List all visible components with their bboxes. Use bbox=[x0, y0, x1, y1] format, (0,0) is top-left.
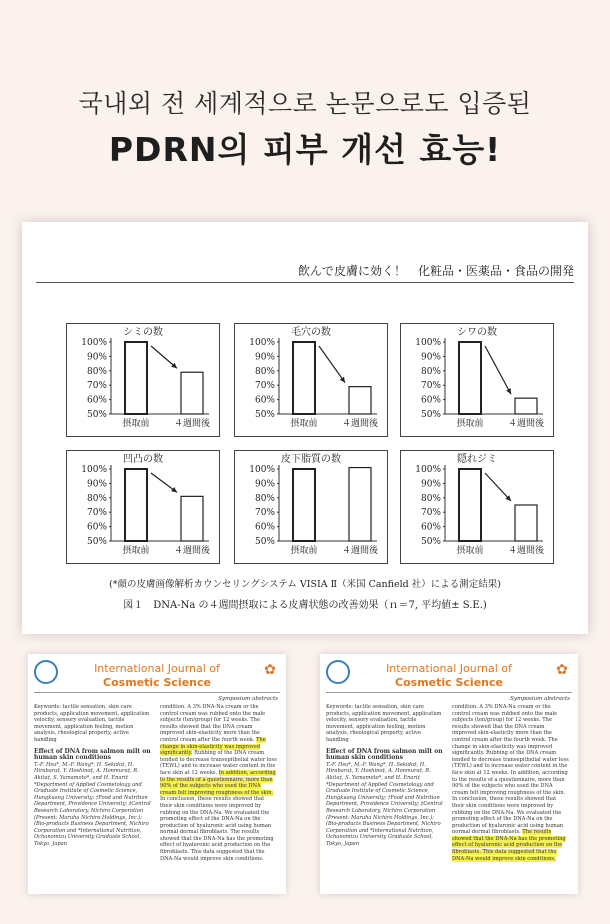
y-tick-label: 80% bbox=[254, 366, 275, 377]
paper-right-column bbox=[452, 704, 570, 862]
journal-title-line2: Cosmetic Science bbox=[103, 676, 211, 689]
divider bbox=[326, 692, 572, 693]
paper-right-column bbox=[160, 704, 278, 862]
y-tick-label: 90% bbox=[420, 352, 441, 363]
x-tick-label: 摂取前 bbox=[456, 419, 484, 429]
y-tick-label: 100% bbox=[81, 465, 107, 475]
y-tick-label: 80% bbox=[254, 493, 275, 504]
x-tick-label: 摂取前 bbox=[122, 546, 150, 556]
journal-emblem-icon: ✿ bbox=[556, 662, 568, 678]
body-text: In conclusion, these results showed that their skin conditions were improved by rubbing on the DNA-Na. We evaluated the promoting effect of the DNA-Na on the production of hyaluronic acid using human normal dermal fibroblasts. bbox=[160, 796, 272, 836]
x-tick-label: 摂取前 bbox=[122, 419, 150, 429]
journal-title-line1: International Journal of bbox=[386, 662, 512, 675]
y-tick-label: 70% bbox=[86, 508, 107, 519]
chart-title: 隠れジミ bbox=[457, 454, 497, 465]
body-text: condition. A 3% DNA-Na cream or the control cream was rubbed onto the male subjects (ten/group) for 12 weeks. The results showed that the DNA cream improved skin-elasticity more than the control cream after the fourth week. bbox=[452, 704, 558, 743]
x-tick-label: 摂取前 bbox=[290, 546, 318, 556]
body-text: Rubbing of the DNA cream tended to decrease transepithelial water loss (TEWL) and to increase water content in the face skin at 12 weeks. bbox=[160, 750, 277, 776]
arrow-head-icon bbox=[171, 487, 177, 492]
bar-chart bbox=[67, 451, 219, 563]
body-text: condition. A 3% DNA-Na cream or the control cream was rubbed onto the male subjects (ten/group) for 12 weeks. The results showed that the DNA cream improved skin-elasticity more than the control cream after the fourth week. bbox=[160, 704, 266, 743]
y-tick-label: 60% bbox=[254, 395, 275, 406]
paper-left-column bbox=[34, 704, 152, 847]
symposium-label: Symposium abstracts bbox=[218, 696, 278, 702]
chart-title: 凹凸の数 bbox=[123, 454, 163, 465]
article-title: Effect of DNA from salmon milt on human skin conditions bbox=[326, 747, 443, 762]
affiliations: *Department of Applied Cosmetology and Graduate Institute of Cosmetic Science, Hungkuang University; †Food and Nutrition Department, Providence University; ‡Central Research Laboratory, Nichiro Corporation (Present: Maruha Nichiro Holdings, Inc.); (Bio-products Business Department, Nichiro Corporation and *International Nutrition, Ochanomizu University Graduate School, Tokyo, Japan bbox=[326, 781, 443, 847]
bar-chart bbox=[235, 451, 387, 563]
bar bbox=[515, 398, 537, 414]
chart-panel bbox=[400, 450, 554, 564]
bar bbox=[459, 342, 481, 414]
y-tick-label: 70% bbox=[254, 381, 275, 392]
highlighted-text: The results showed that the DNA-Na has the promoting effect of hyaluronic acid production on the fibroblasts. This data suggested that the DNA-Na would improve skin conditions. bbox=[452, 829, 566, 862]
x-tick-label: ４週間後 bbox=[173, 419, 211, 429]
y-tick-label: 90% bbox=[86, 479, 107, 490]
x-tick-label: 摂取前 bbox=[290, 419, 318, 429]
arrow-head-icon bbox=[340, 377, 345, 383]
y-tick-label: 60% bbox=[86, 395, 107, 406]
chart-title: 毛穴の数 bbox=[291, 327, 331, 338]
journal-title-line1: International Journal of bbox=[94, 662, 220, 675]
x-tick-label: ４週間後 bbox=[173, 546, 211, 556]
highlighted-text: The change in skin-elasticity was improved significantly. bbox=[160, 736, 266, 757]
bar bbox=[515, 505, 537, 541]
y-tick-label: 50% bbox=[420, 410, 441, 420]
y-tick-label: 50% bbox=[254, 410, 275, 420]
bar bbox=[349, 387, 371, 414]
y-tick-label: 90% bbox=[420, 479, 441, 490]
y-tick-label: 50% bbox=[86, 410, 107, 420]
bar-chart bbox=[401, 324, 553, 436]
chart-panel bbox=[66, 323, 220, 437]
y-tick-label: 90% bbox=[86, 352, 107, 363]
divider bbox=[34, 692, 280, 693]
y-tick-label: 80% bbox=[86, 366, 107, 377]
paper-excerpt-left bbox=[28, 654, 286, 894]
y-tick-label: 60% bbox=[86, 522, 107, 533]
keywords: Keywords: tactile sensation, skin care products, application movement, application velocity, sensory evaluation, tactile movement, application feeling, motion analysis, rheological property, active handling bbox=[34, 704, 150, 743]
highlighted-text: In addition, according to the results of a questionnaire, more than 90% of the subjects who used the DNA cream felt improving roughness of the skin. bbox=[160, 769, 276, 796]
y-tick-label: 70% bbox=[420, 508, 441, 519]
article-title: Effect of DNA from salmon milt on human skin conditions bbox=[34, 747, 151, 762]
trend-arrow bbox=[485, 473, 511, 501]
journal-title-line2: Cosmetic Science bbox=[395, 676, 503, 689]
keywords: Keywords: tactile sensation, skin care products, application movement, application velocity, sensory evaluation, tactile movement, application feeling, motion analysis, rheological property, active handling bbox=[326, 704, 442, 743]
chart-title: 皮下脂質の数 bbox=[281, 454, 341, 465]
body-text: In addition, according to the results of a questionnaire, more than 90% of the subjects who used the DNA cream felt improving roughness of the skin. bbox=[452, 769, 568, 796]
chart-panel bbox=[400, 323, 554, 437]
headline-top: 국내외 전 세계적으로 논문으로도 입증된 bbox=[78, 89, 532, 118]
divider bbox=[36, 282, 574, 283]
authors: T.-F. Hsu*, M.-F. Wang*, H. Sekido‡, H. Hirabara‡, Y. Hoshino‡, A. Honmura‡, R. Akita‡, S. Yamamoto*, and H. Enari‡ bbox=[34, 761, 139, 781]
figure-footnote: (*顔の皮膚画像解析カウンセリングシステム VISIA Ⅱ（米国 Canfield 社）による測定結果) bbox=[109, 579, 501, 590]
y-tick-label: 50% bbox=[420, 537, 441, 547]
paper-excerpt-right bbox=[320, 654, 578, 894]
journal-emblem-icon: ✿ bbox=[264, 662, 276, 678]
y-tick-label: 70% bbox=[254, 508, 275, 519]
y-tick-label: 80% bbox=[420, 366, 441, 377]
y-tick-label: 100% bbox=[415, 338, 441, 348]
bar bbox=[459, 469, 481, 541]
trend-arrow bbox=[319, 346, 345, 383]
figure-scan bbox=[22, 222, 588, 634]
trend-arrow bbox=[485, 346, 511, 394]
y-tick-label: 70% bbox=[420, 381, 441, 392]
symposium-label: Symposium abstracts bbox=[510, 696, 570, 702]
affiliations: *Department of Applied Cosmetology and Graduate Institute of Cosmetic Science, Hungkuang University; †Food and Nutrition Department, Providence University; ‡Central Research Laboratory, Nichiro Corporation (Present: Maruha Nichiro Holdings, Inc.); (Bio-products Business Department, Nichiro Corporation and *International Nutrition, Ochanomizu University Graduate School, Tokyo, Japan bbox=[34, 781, 151, 847]
bar-chart bbox=[235, 324, 387, 436]
bar bbox=[125, 469, 147, 541]
body-text: In conclusion, these results showed that their skin conditions were improved by rubbing on the DNA-Na. We evaluated the promoting effect of the DNA-Na on the production of hyaluronic acid using human normal dermal fibroblasts. bbox=[452, 796, 564, 836]
x-tick-label: ４週間後 bbox=[507, 546, 545, 556]
chart-title: シミの数 bbox=[123, 327, 163, 338]
y-tick-label: 60% bbox=[420, 522, 441, 533]
x-tick-label: ４週間後 bbox=[341, 419, 379, 429]
x-tick-label: ４週間後 bbox=[341, 546, 379, 556]
y-tick-label: 90% bbox=[254, 479, 275, 490]
bar bbox=[125, 342, 147, 414]
bar bbox=[181, 372, 203, 414]
bar-chart bbox=[401, 451, 553, 563]
bar bbox=[293, 342, 315, 414]
chart-panel bbox=[234, 323, 388, 437]
y-tick-label: 100% bbox=[249, 338, 275, 348]
y-tick-label: 80% bbox=[420, 493, 441, 504]
y-tick-label: 90% bbox=[254, 352, 275, 363]
running-title: 飲んで皮膚に効く！ 化粧品・医薬品・食品の開発 bbox=[297, 264, 574, 278]
y-tick-label: 100% bbox=[81, 338, 107, 348]
y-tick-label: 60% bbox=[254, 522, 275, 533]
y-tick-label: 100% bbox=[249, 465, 275, 475]
paper-left-column bbox=[326, 704, 444, 847]
chart-panel bbox=[234, 450, 388, 564]
y-tick-label: 80% bbox=[86, 493, 107, 504]
bar bbox=[349, 468, 371, 541]
chart-panel bbox=[66, 450, 220, 564]
body-text: Rubbing of the DNA cream tended to decrease transepithelial water loss (TEWL) and to increase water content in the face skin at 12 weeks. bbox=[452, 750, 569, 776]
y-tick-label: 50% bbox=[254, 537, 275, 547]
chart-title: シワの数 bbox=[457, 327, 497, 338]
bar-chart bbox=[67, 324, 219, 436]
body-text: The results showed that the DNA-Na has the promoting effect of hyaluronic acid production on the fibroblasts. This data suggested that the DNA-Na would improve skin conditions. bbox=[160, 829, 274, 862]
y-tick-label: 50% bbox=[86, 537, 107, 547]
x-tick-label: 摂取前 bbox=[456, 546, 484, 556]
headline-main: PDRN의 피부 개선 효능! bbox=[108, 130, 502, 169]
y-tick-label: 70% bbox=[86, 381, 107, 392]
bar bbox=[293, 469, 315, 541]
y-tick-label: 60% bbox=[420, 395, 441, 406]
y-tick-label: 100% bbox=[415, 465, 441, 475]
bar bbox=[181, 496, 203, 541]
body-text: The change in skin-elasticity was improved significantly. bbox=[452, 736, 558, 757]
x-tick-label: ４週間後 bbox=[507, 419, 545, 429]
authors: T.-F. Hsu*, M.-F. Wang*, H. Sekido‡, H. Hirabara‡, Y. Hoshino‡, A. Honmura‡, R. Akita‡, S. Yamamoto*, and H. Enari‡ bbox=[326, 761, 431, 781]
figure-caption: 図１ DNA-Na の４週間摂取による皮膚状態の改善効果（ｎ＝7, 平均値± S.E.) bbox=[123, 600, 487, 611]
